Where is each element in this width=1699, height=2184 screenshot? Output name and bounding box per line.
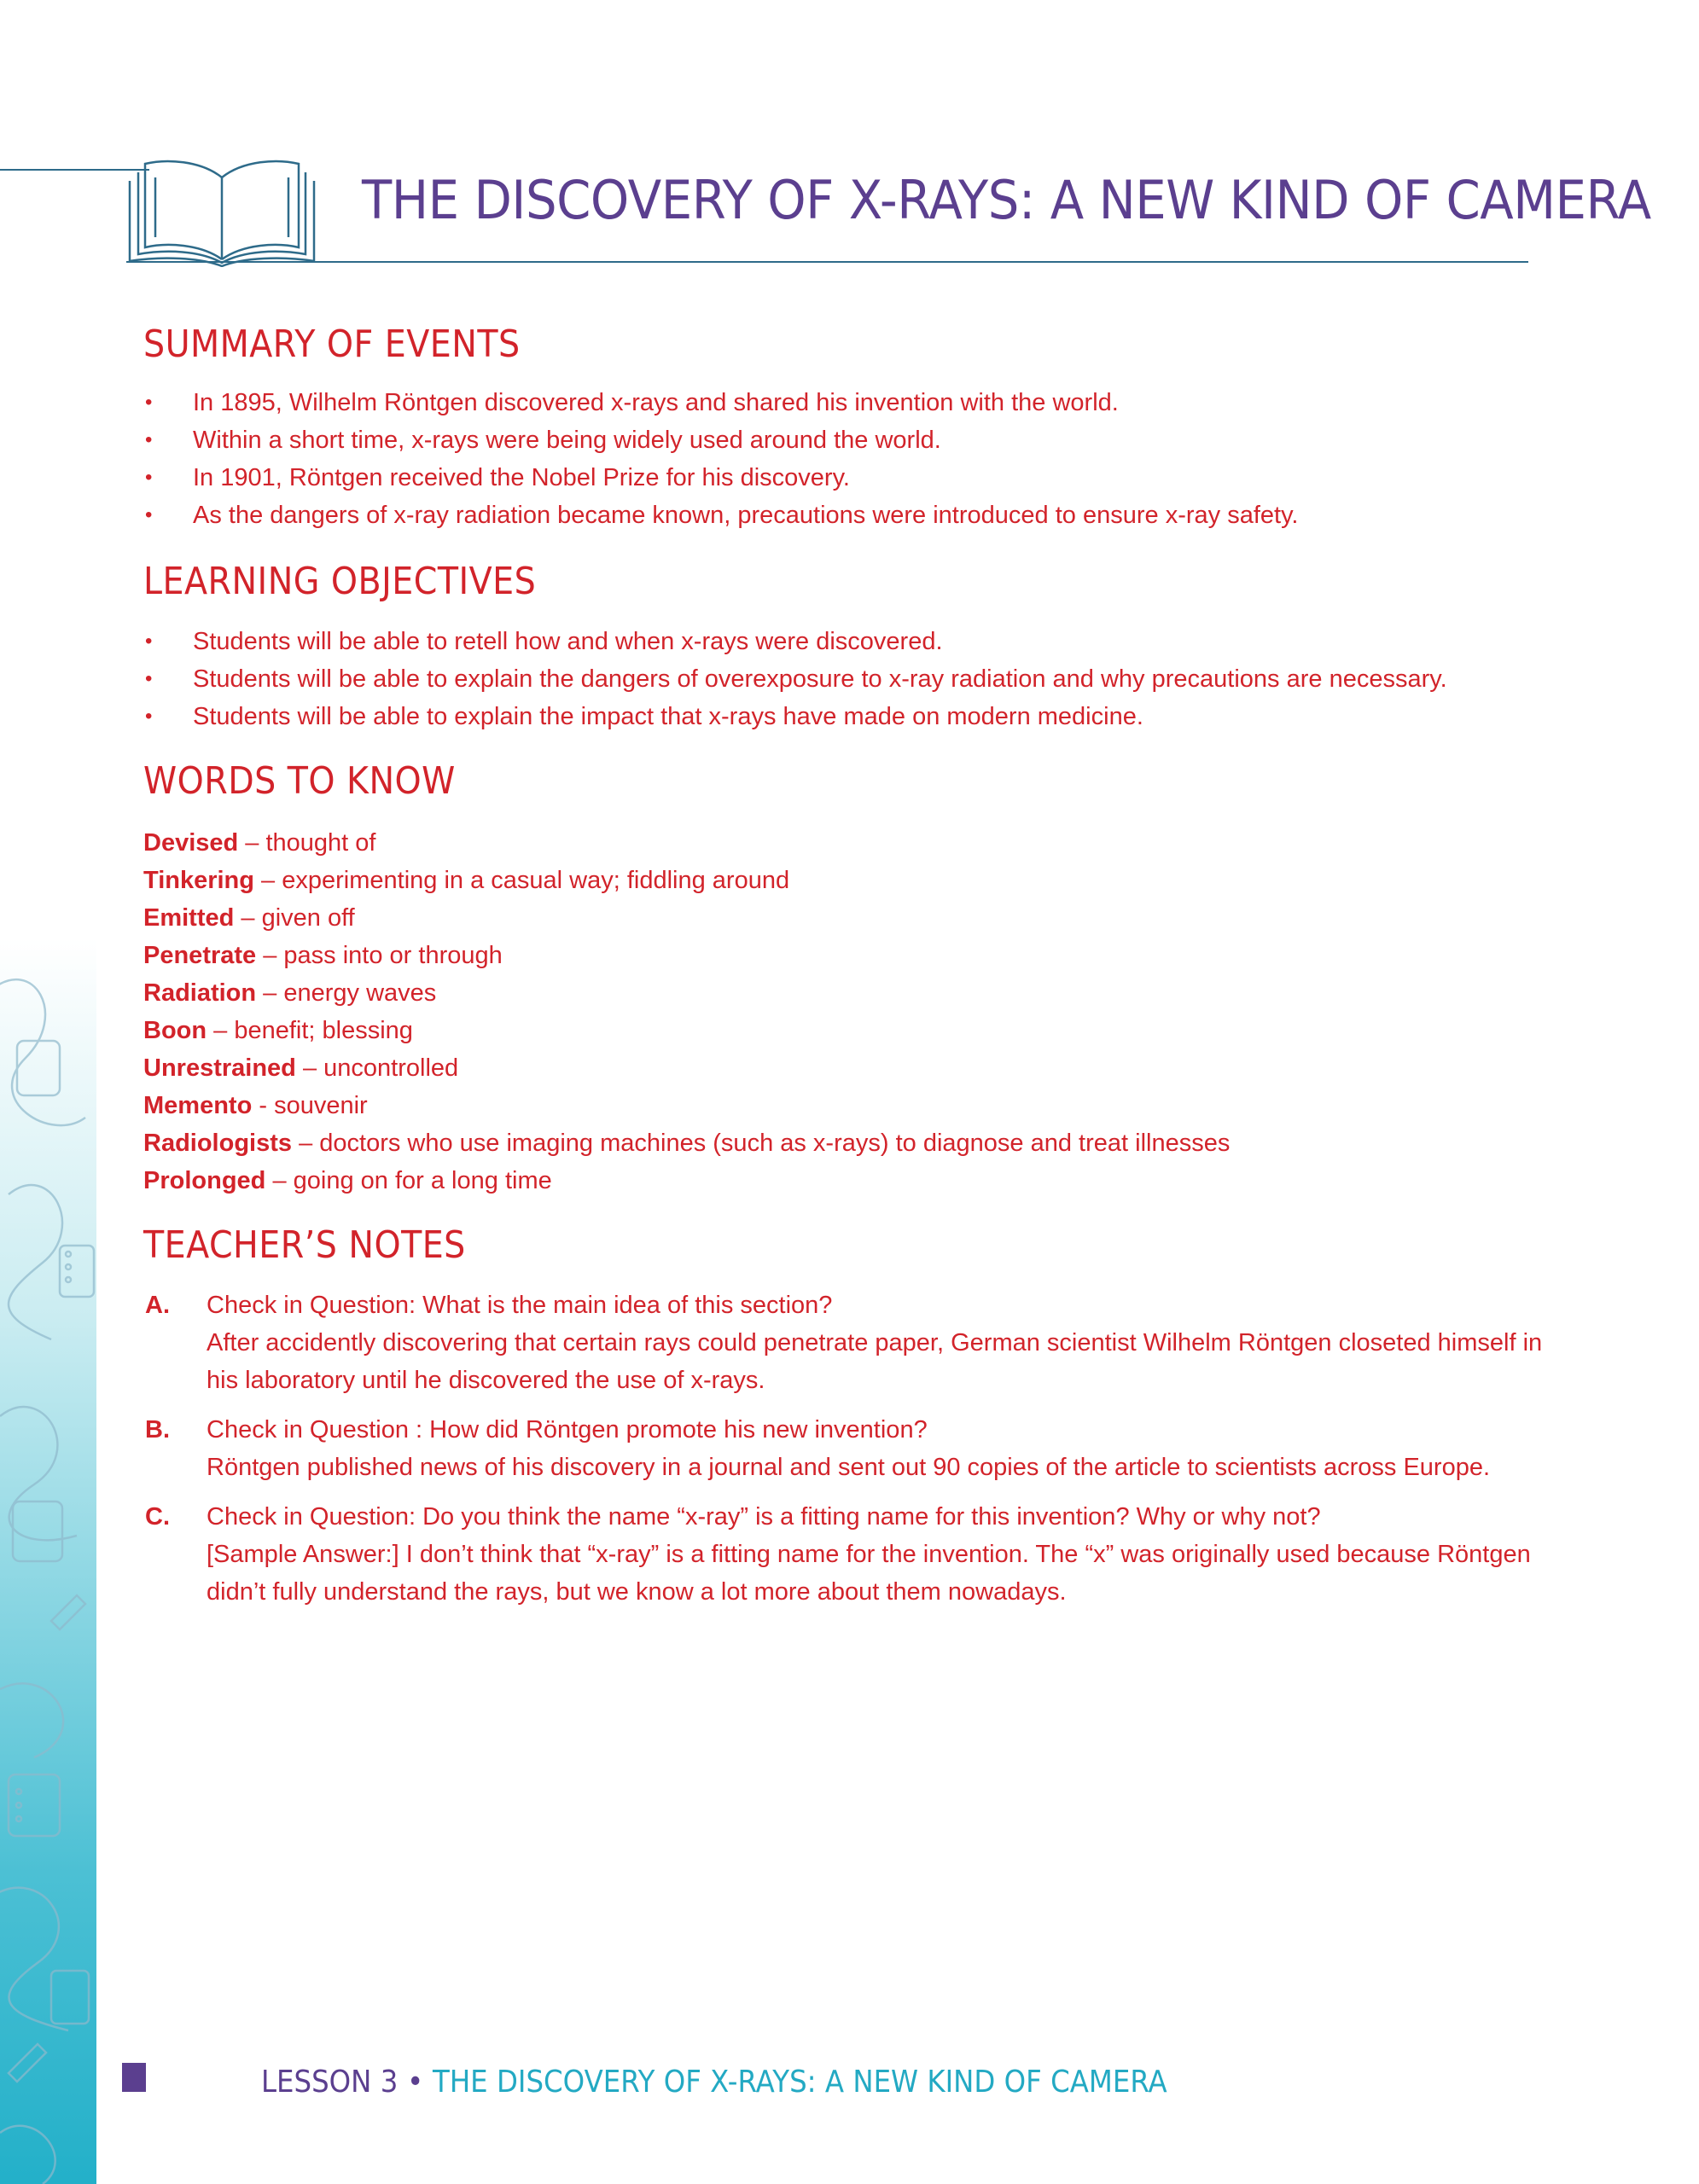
objectives-heading: LEARNING OBJECTIVES [143, 560, 537, 603]
note-question: Check in Question: Do you think the name “x-ray” is a fitting name for this invention? Why or why not? [207, 1503, 1321, 1531]
list-item: • Within a short time, x-rays were being widely used around the world. [143, 421, 1298, 459]
note-answer: [Sample Answer:] I don’t think that “x-ray” is a fitting name for the invention. The “x” was originally used because Röntgen didn’t fully understand the rays, but we know a lot more about them nowadays. [207, 1541, 1531, 1606]
bullet-icon: • [145, 428, 153, 451]
footer-separator: • [407, 2065, 424, 2100]
vocabulary-item: Memento - souvenir [143, 1092, 368, 1119]
note-letter: C. [145, 1503, 170, 1531]
footer-title: THE DISCOVERY OF X-RAYS: A NEW KIND OF CAMERA [433, 2065, 1167, 2100]
note-question: Check in Question : How did Röntgen promote his new invention? [207, 1416, 928, 1443]
vocabulary-item: Prolonged – going on for a long time [143, 1167, 552, 1194]
vocabulary-item: Radiation – energy waves [143, 979, 437, 1007]
bullet-icon: • [145, 466, 153, 489]
teacher-notes [143, 1287, 1543, 1623]
note-answer: After accidently discovering that certain rays could penetrate paper, German scientist Wilhelm Röntgen closeted himself in his laboratory until he discovered the use of x-rays. [207, 1329, 1543, 1394]
note-item [143, 1287, 1543, 1399]
summary-heading: SUMMARY OF EVENTS [143, 322, 521, 366]
school-supplies-pattern [0, 938, 96, 2184]
footer-marker [122, 2063, 146, 2092]
list-item: • In 1901, Röntgen received the Nobel Prize for his discovery. [143, 459, 1298, 497]
note-letter: B. [145, 1416, 170, 1443]
header-rule-bottom [126, 261, 1528, 263]
note-item [143, 1498, 1543, 1611]
open-book-icon [119, 152, 324, 267]
vocabulary-item: Radiologists – doctors who use imaging machines (such as x-rays) to diagnose and treat illnesses [143, 1130, 1231, 1157]
note-answer: Röntgen published news of his discovery in a journal and sent out 90 copies of the article to scientists across Europe. [207, 1454, 1491, 1481]
vocabulary-list [143, 824, 1230, 1199]
page-footer [261, 2065, 1167, 2100]
vocabulary-item: Emitted – given off [143, 904, 355, 932]
list-item: • Students will be able to retell how and when x-rays were discovered. [143, 623, 1447, 660]
note-letter: A. [145, 1292, 170, 1319]
page-title: THE DISCOVERY OF X-RAYS: A NEW KIND OF CAMERA [362, 169, 1651, 231]
bullet-icon: • [145, 503, 153, 526]
list-item: • In 1895, Wilhelm Röntgen discovered x-rays and shared his invention with the world. [143, 384, 1298, 421]
vocabulary-item: Tinkering – experimenting in a casual way; fiddling around [143, 867, 790, 894]
list-item: • Students will be able to explain the impact that x-rays have made on modern medicine. [143, 698, 1447, 735]
note-question: Check in Question: What is the main idea of this section? [207, 1292, 833, 1319]
notes-heading: TEACHER’S NOTES [143, 1223, 466, 1267]
objectives-list [143, 623, 1447, 735]
footer-lesson: LESSON 3 [261, 2065, 399, 2100]
vocabulary-item: Unrestrained – uncontrolled [143, 1054, 459, 1082]
words-heading: WORDS TO KNOW [143, 759, 456, 803]
list-item: • As the dangers of x-ray radiation became known, precautions were introduced to ensure x-ray safety. [143, 497, 1298, 534]
bullet-icon: • [145, 391, 153, 414]
bullet-icon: • [145, 667, 153, 690]
vocabulary-item: Devised – thought of [143, 829, 376, 857]
bullet-icon: • [145, 630, 153, 653]
vocabulary-item: Penetrate – pass into or through [143, 942, 503, 969]
summary-list [143, 384, 1298, 534]
note-item [143, 1411, 1543, 1486]
bullet-icon: • [145, 705, 153, 728]
vocabulary-item: Boon – benefit; blessing [143, 1017, 413, 1044]
list-item: • Students will be able to explain the dangers of overexposure to x-ray radiation and why precautions are necessary. [143, 660, 1447, 698]
